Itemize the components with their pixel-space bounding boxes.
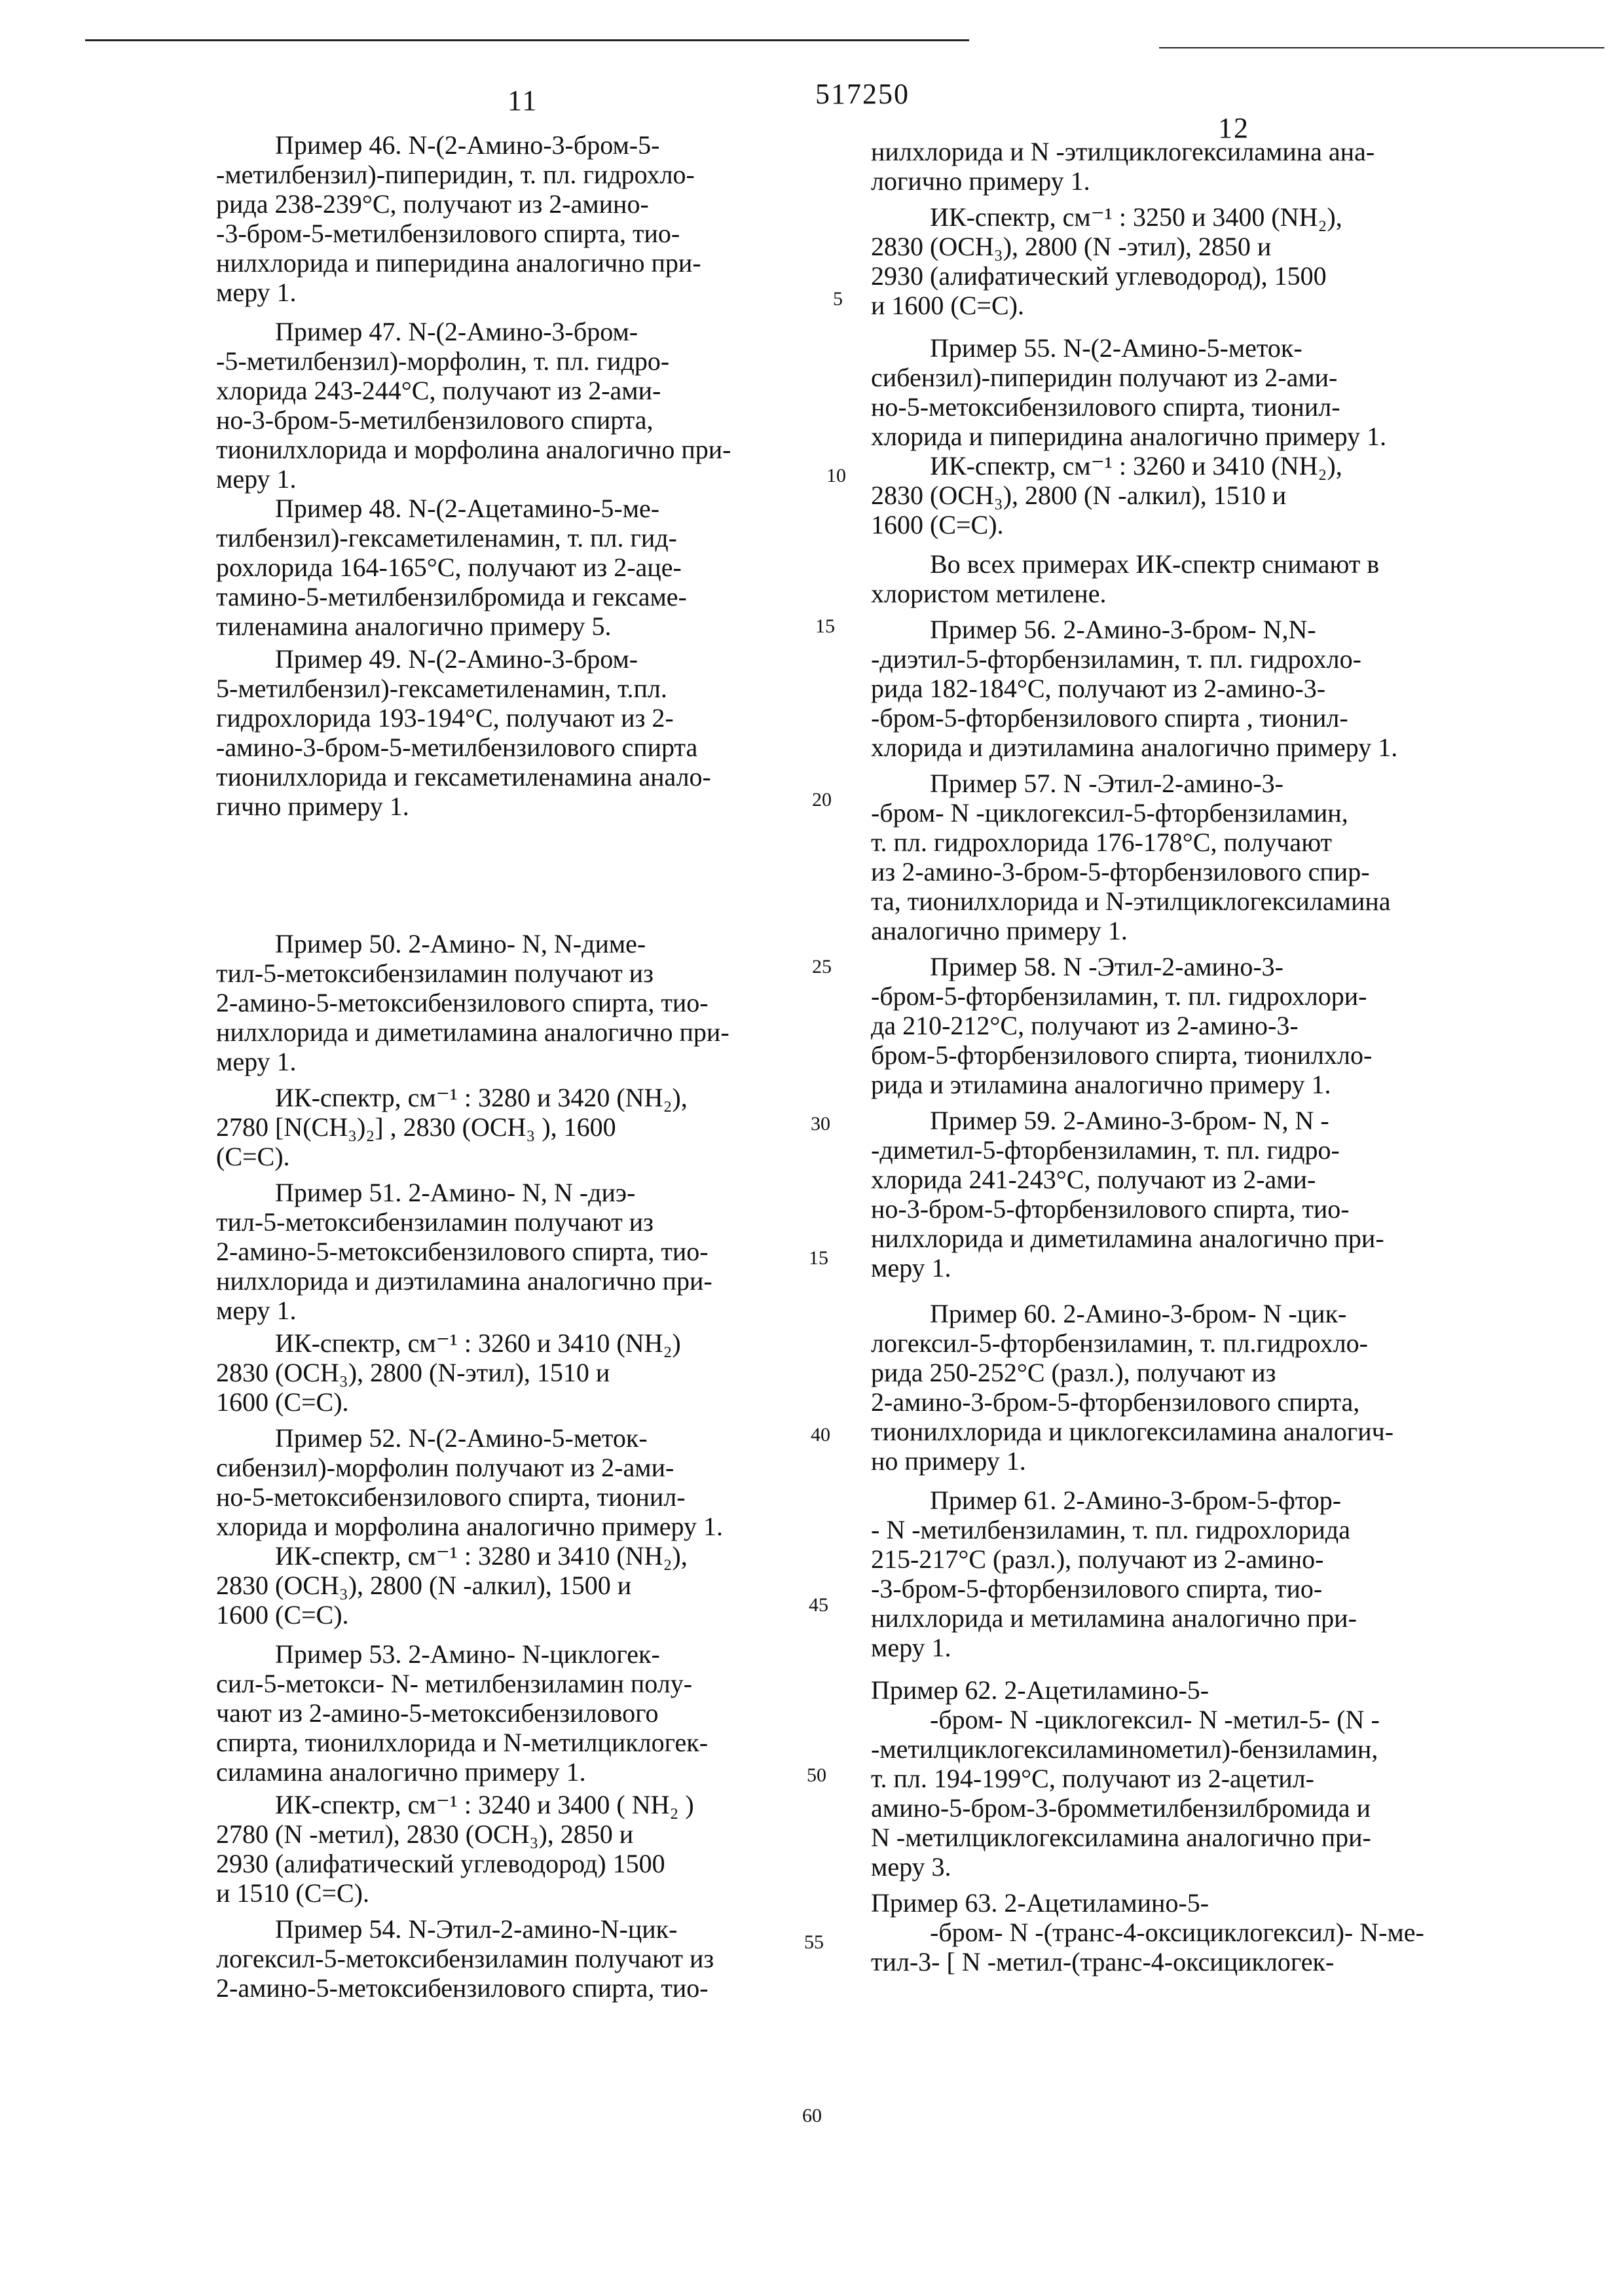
line-number: 60: [802, 2105, 822, 2127]
text-line: Пример 57. N -Этил-2-амино-3-: [930, 769, 1283, 798]
text-line: гидрохлорида 193-194°C, получают из 2-: [216, 704, 674, 733]
text-line: меру 1.: [216, 278, 297, 307]
text-line: ИК-спектр, см⁻¹ : 3280 и 3410 (NH₂),: [275, 1542, 688, 1571]
text-line: тиленамина аналогично примеру 5.: [216, 612, 612, 641]
text-line: гично примеру 1.: [216, 792, 409, 821]
text-line: 1600 (C=C).: [216, 1601, 349, 1630]
line-number: 30: [811, 1113, 830, 1135]
text-line: -бром-5-фторбензиламин, т. пл. гидрохлори-: [871, 982, 1367, 1011]
text-line: тамино-5-метилбензилбромида и гексаме-: [216, 583, 687, 611]
text-line: чают из 2-амино-5-метоксибензилового: [216, 1699, 659, 1728]
text-line: Пример 47. N-(2-Амино-3-бром-: [275, 318, 638, 346]
text-line: аналогично примеру 1.: [871, 917, 1128, 945]
text-line: -диэтил-5-фторбензиламин, т. пл. гидрохло-: [871, 645, 1361, 674]
text-line: 2930 (алифатический углеводород) 1500: [216, 1850, 665, 1878]
text-line: Пример 61. 2-Амино-3-бром-5-фтор-: [930, 1486, 1341, 1515]
line-number: 5: [833, 288, 843, 310]
text-line: сил-5-метокси- N- метилбензиламин полу-: [216, 1669, 692, 1698]
text-line: меру 1.: [216, 465, 297, 494]
text-line: хлорида и диэтиламина аналогично примеру 1.: [871, 733, 1397, 762]
text-line: 2930 (алифатический углеводород), 1500: [871, 262, 1327, 291]
scan-edge-line: [85, 39, 969, 41]
text-line: сибензил)-морфолин получают из 2-ами-: [216, 1453, 674, 1482]
text-line: логично примеру 1.: [871, 167, 1090, 196]
text-line: логексил-5-фторбензиламин, т. пл.гидрохло-: [871, 1329, 1368, 1358]
text-line: ИК-спектр, см⁻¹ : 3260 и 3410 (NH₂): [275, 1329, 681, 1358]
text-line: 2-амино-5-метоксибензилового спирта, тио-: [216, 1974, 709, 2003]
line-number: 15: [815, 615, 835, 638]
text-line: ИК-спектр, см⁻¹ : 3260 и 3410 (NH₂),: [930, 452, 1342, 481]
text-line: -3-бром-5-метилбензилового спирта, тио-: [216, 219, 680, 248]
text-line: Пример 56. 2-Амино-3-бром- N,N-: [930, 615, 1316, 644]
page-number-right: 12: [1218, 111, 1249, 145]
text-line: N -метилциклогексиламина аналогично при-: [871, 1823, 1371, 1852]
text-line: Пример 60. 2-Амино-3-бром- N -цик-: [930, 1300, 1346, 1328]
text-line: Пример 48. N-(2-Ацетамино-5-ме-: [275, 494, 659, 523]
text-line: хлорида 243-244°C, получают из 2-ами-: [216, 376, 661, 405]
text-line: -амино-3-бром-5-метилбензилового спирта: [216, 733, 697, 762]
text-line: тил-5-метоксибензиламин получают из: [216, 1208, 654, 1237]
page-number-left: 11: [507, 84, 538, 117]
text-line: Пример 49. N-(2-Амино-3-бром-: [275, 645, 638, 674]
line-number: 20: [812, 789, 832, 811]
text-line: тил-3- [ N -метил-(транс-4-оксициклогек-: [871, 1948, 1334, 1977]
text-line: -метилбензил)-пиперидин, т. пл. гидрохло-: [216, 160, 695, 189]
text-line: 2-амино-3-бром-5-фторбензилового спирта,: [871, 1388, 1359, 1417]
text-line: сибензил)-пиперидин получают из 2-ами-: [871, 363, 1337, 392]
text-line: Пример 52. N-(2-Амино-5-меток-: [275, 1424, 648, 1453]
text-line: тионилхлорида и морфолина аналогично при-: [216, 435, 731, 464]
text-line: но-5-метоксибензилового спирта, тионил-: [871, 393, 1340, 422]
text-line: рида 250-252°C (разл.), получают из: [871, 1358, 1276, 1387]
text-line: 2830 (OCH₃), 2800 (N -алкил), 1510 и: [871, 481, 1286, 510]
text-line: да 210-212°C, получают из 2-амино-3-: [871, 1011, 1299, 1040]
text-line: хлорида 241-243°C, получают из 2-ами-: [871, 1165, 1316, 1194]
text-line: Пример 63. 2-Ацетиламино-5-: [871, 1889, 1209, 1918]
text-line: тионилхлорида и циклогексиламина аналогич-: [871, 1417, 1393, 1446]
text-line: -бром- N -циклогексил- N -метил-5- (N -: [930, 1705, 1380, 1734]
text-line: рида 238-239°C, получают из 2-амино-: [216, 190, 649, 219]
text-line: силамина аналогично примеру 1.: [216, 1758, 586, 1787]
text-line: меру 1.: [216, 1296, 297, 1325]
text-line: нилхлорида и метиламина аналогично при-: [871, 1604, 1357, 1633]
text-line: ИК-спектр, см⁻¹ : 3240 и 3400 ( NH₂ ): [275, 1791, 694, 1819]
text-line: из 2-амино-3-бром-5-фторбензилового спир-: [871, 858, 1370, 886]
text-line: Пример 46. N-(2-Амино-3-бром-5-: [275, 131, 659, 160]
text-line: 2-амино-5-метоксибензилового спирта, тио-: [216, 989, 709, 1017]
text-line: спирта, тионилхлорида и N-метилциклогек-: [216, 1728, 708, 1757]
line-number: 10: [826, 465, 846, 487]
text-line: но-3-бром-5-метилбензилового спирта,: [216, 406, 653, 435]
text-line: меру 3.: [871, 1853, 951, 1882]
line-number: 15: [809, 1247, 828, 1269]
text-line: ИК-спектр, см⁻¹ : 3280 и 3420 (NH₂),: [275, 1084, 688, 1112]
text-line: Во всех примерах ИК-спектр снимают в: [930, 550, 1379, 579]
text-line: нилхлорида и пиперидина аналогично при-: [216, 249, 701, 278]
text-line: т. пл. гидрохлорида 176-178°C, получают: [871, 828, 1332, 857]
text-line: Пример 54. N-Этил-2-амино-N-цик-: [275, 1915, 677, 1944]
text-line: (C=C).: [216, 1142, 290, 1171]
text-line: тилбензил)-гексаметиленамин, т. пл. гид-: [216, 524, 677, 553]
text-line: рида и этиламина аналогично примеру 1.: [871, 1070, 1331, 1099]
text-line: нилхлорида и диэтиламина аналогично при-: [216, 1267, 712, 1296]
text-line: -метилциклогексиламинометил)-бензиламин,: [871, 1735, 1378, 1764]
text-line: 2830 (OCH₃), 2800 (N -алкил), 1500 и: [216, 1571, 631, 1600]
text-line: 1600 (C=C).: [871, 511, 1004, 539]
text-line: т. пл. 194-199°C, получают из 2-ацетил-: [871, 1764, 1314, 1793]
text-line: рохлорида 164-165°C, получают из 2-аце-: [216, 553, 682, 582]
text-line: -бром- N -циклогексил-5-фторбензиламин,: [871, 799, 1348, 828]
text-line: Пример 62. 2-Ацетиламино-5-: [871, 1676, 1209, 1705]
text-line: 5-метилбензил)-гексаметиленамин, т.пл.: [216, 674, 667, 703]
text-line: и 1600 (C=C).: [871, 291, 1024, 320]
text-line: Пример 59. 2-Амино-3-бром- N, N -: [930, 1106, 1329, 1135]
text-line: -3-бром-5-фторбензилового спирта, тио-: [871, 1575, 1322, 1603]
line-number: 50: [807, 1764, 826, 1787]
text-line: 2780 [N(CH₃)₂] , 2830 (OCH₃ ), 1600: [216, 1113, 616, 1142]
text-line: Пример 51. 2-Амино- N, N -диэ-: [275, 1178, 635, 1207]
text-line: -бром- N -(транс-4-оксициклогексил)- N-ме-: [930, 1918, 1424, 1947]
line-number: 40: [811, 1424, 830, 1446]
text-line: но-5-метоксибензилового спирта, тионил-: [216, 1483, 686, 1512]
text-line: нилхлорида и диметиламина аналогично при-: [871, 1224, 1384, 1253]
text-line: -бром-5-фторбензилового спирта , тионил-: [871, 704, 1348, 733]
text-line: Пример 55. N-(2-Амино-5-меток-: [930, 334, 1302, 363]
text-line: хлористом метилене.: [871, 579, 1106, 608]
text-line: нилхлорида и N -этилциклогексиламина ана-: [871, 137, 1375, 166]
text-line: 2-амино-5-метоксибензилового спирта, тио-: [216, 1237, 709, 1266]
text-line: -5-метилбензил)-морфолин, т. пл. гидро-: [216, 347, 669, 376]
line-number: 45: [809, 1594, 828, 1616]
line-number: 25: [812, 956, 832, 978]
text-line: хлорида и морфолина аналогично примеру 1.: [216, 1512, 723, 1541]
text-line: нилхлорида и диметиламина аналогично при-: [216, 1018, 729, 1047]
text-line: 2830 (OCH₃), 2800 (N-этил), 1510 и: [216, 1358, 610, 1387]
text-line: 1600 (C=C).: [216, 1388, 349, 1417]
text-line: та, тионилхлорида и N-этилциклогексиламина: [871, 887, 1391, 916]
scan-edge-line: [1159, 47, 1604, 48]
text-line: но примеру 1.: [871, 1447, 1026, 1476]
text-line: хлорида и пиперидина аналогично примеру 1.: [871, 422, 1386, 451]
text-line: амино-5-бром-3-бромметилбензилбромида и: [871, 1794, 1371, 1823]
text-line: тил-5-метоксибензиламин получают из: [216, 959, 654, 988]
text-line: но-3-бром-5-фторбензилового спирта, тио-: [871, 1195, 1350, 1224]
line-number: 55: [804, 1931, 824, 1954]
text-line: ИК-спектр, см⁻¹ : 3250 и 3400 (NH₂),: [930, 203, 1342, 232]
text-line: Пример 58. N -Этил-2-амино-3-: [930, 953, 1283, 981]
text-line: меру 1.: [216, 1048, 297, 1076]
text-line: -диметил-5-фторбензиламин, т. пл. гидро-: [871, 1136, 1340, 1165]
text-line: и 1510 (C=C).: [216, 1879, 369, 1908]
text-line: Пример 50. 2-Амино- N, N-диме-: [275, 930, 646, 958]
text-line: тионилхлорида и гексаметиленамина анало-: [216, 763, 711, 792]
text-line: меру 1.: [871, 1633, 951, 1662]
text-line: логексил-5-метоксибензиламин получают из: [216, 1944, 714, 1973]
text-line: 2780 (N -метил), 2830 (OCH₃), 2850 и: [216, 1820, 633, 1849]
patent-number: 517250: [815, 77, 910, 111]
text-line: Пример 53. 2-Амино- N-циклогек-: [275, 1640, 660, 1669]
text-line: рида 182-184°C, получают из 2-амино-3-: [871, 674, 1325, 703]
text-line: меру 1.: [871, 1254, 951, 1283]
text-line: бром-5-фторбензилового спирта, тионилхло-: [871, 1041, 1372, 1070]
text-line: 215-217°C (разл.), получают из 2-амино-: [871, 1545, 1323, 1574]
text-line: 2830 (OCH₃), 2800 (N -этил), 2850 и: [871, 232, 1271, 261]
text-line: - N -метилбензиламин, т. пл. гидрохлорида: [871, 1516, 1350, 1544]
